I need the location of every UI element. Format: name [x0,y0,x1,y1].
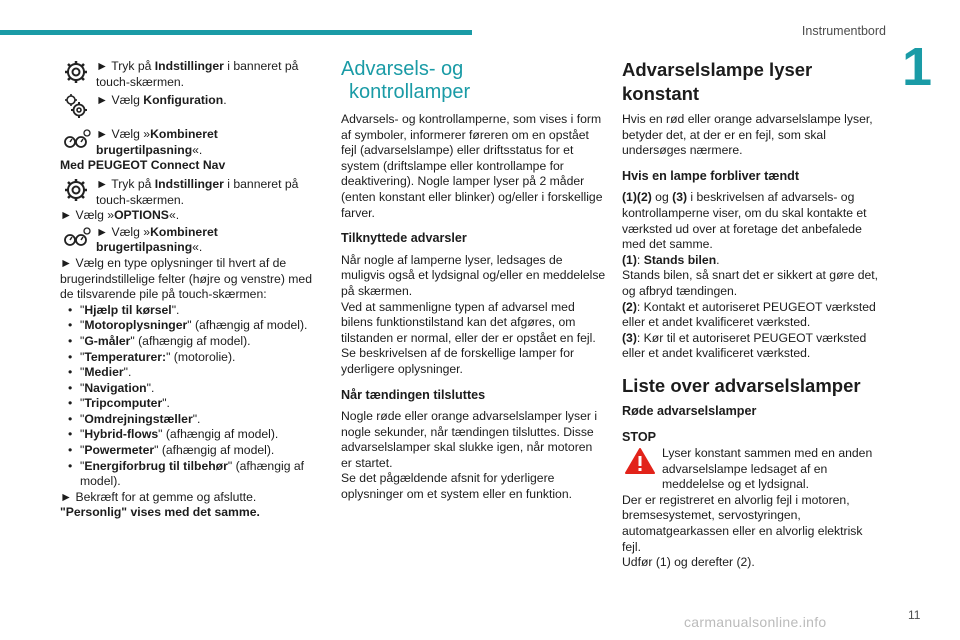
paragraph: (1): Stands bilen. [622,252,720,267]
step-options: ► Vælg »OPTIONS«. [60,208,180,223]
page-header-title: Instrumentbord [801,24,886,38]
list-item: • "Powermeter" (afhængig af model). [66,443,320,459]
paragraph: (3): Kør til et autoriseret PEUGEOT værksted eller et andet kvalificeret værksted. [622,330,867,361]
paragraph: Se det pågældende afsnit for yderligere oplysninger om et system eller en funktion. [341,471,572,502]
combined-dials-icon [60,126,92,154]
header-accent-bar [0,30,472,35]
step-select-info-type: ► Vælg en type oplysninger til hvert af de brugerindstillelige felter (højre og venstre) med de tilsvarende pile på touch-skærmen: [60,255,312,302]
section-heading-lamp-list: Liste over advarselslamper [622,374,861,396]
subheading-lamp-stays-on: Hvis en lampe forbliver tændt [622,168,800,183]
list-item: • "Hjælp til kørsel". [66,303,320,319]
info-type-list [60,303,320,490]
configuration-gears-icon [60,92,92,120]
step-configuration: ► Vælg Konfiguration. [60,92,320,120]
combined-dials-icon [60,224,92,252]
paragraph: Der er registreret en alvorlig fejl i motoren, bremsesystemet, servostyringen, automatgearkassen eller en alvorlig elektrisk fejl. [622,492,863,554]
personal-shown-note: "Personlig" vises med det samme. [60,505,260,520]
list-item: • "Navigation". [66,381,320,397]
watermark-text: carmanualsonline.info [684,614,827,630]
list-item: • "G-måler" (afhængig af model). [66,334,320,350]
step-settings-2: ► Tryk på Indstillinger i banneret på touch-skærmen. [60,176,320,208]
intro-paragraph: Advarsels- og kontrollamperne, som vises i form af symboler, informerer føreren om en opstået fejl (advarselslampe) eller driftsstatus for et system (driftslampe eller kontrollampe for deaktivering). Nogle lamper lyser på 2 måder (enten konstant eller blinker) og/eller i forskellige farver. [341,112,603,220]
settings-gear-icon [60,176,92,204]
stop-label: STOP [622,429,657,444]
warning-triangle-icon [622,445,658,477]
paragraph: Når nogle af lamperne lyser, ledsages de muligvis også et lydsignal og/eller en meddelelse på skærmen. [341,252,606,298]
stop-lamp-entry: Lyser konstant sammen med en anden advarselslampe ledsaget af en meddelelse og et lydsignal. [622,445,884,493]
step-combined-1: ► Vælg »Kombineret brugertilpasning«. [60,126,320,158]
step-combined-2: ► Vælg »Kombineret brugertilpasning«. [60,224,320,256]
list-item: • "Tripcomputer". [66,396,320,412]
list-item: • "Omdrejningstæller". [66,412,320,428]
list-item: • "Medier". [66,365,320,381]
section-heading-lamp-constant: Advarselslampe lyser konstant [622,59,813,104]
step-settings-1: ► Tryk på Indstillinger i banneret på touch-skærmen. [60,58,320,90]
subheading-associated-warnings: Tilknyttede advarsler [341,231,467,246]
paragraph: Ved at sammenligne typen af advarsel med bilens funktionstilstand kan det afgøres, om tilstanden er normal, eller der er opstået en fejl. Se beskrivelsen af de forskellige lamper for yderligere oplysninger. [341,299,596,376]
paragraph: (2): Kontakt et autoriseret PEUGEOT værksted eller et andet kvalificeret værksted. [622,299,876,330]
list-item: • "Motoroplysninger" (afhængig af model). [66,318,320,334]
column-warning-lamp-on [622,58,884,571]
section-heading-warning-lamps: Advarsels- og kontrollamper [341,58,471,103]
paragraph: Stands bilen, så snart det er sikkert at gøre det, og afbryd tændingen. [622,268,879,298]
column-settings-steps [60,58,320,521]
paragraph: Nogle røde eller orange advarselslamper lyser i nogle sekunder, når tændingen tilsluttes. Disse advarselslamper skal slukke igen, når motoren er startet. [341,409,598,470]
paragraph: Udfør (1) og derefter (2). [622,555,755,570]
list-item: • "Energiforbrug til tilbehør" (afhængig af model). [66,459,320,490]
subheading-ignition-on: Når tændingen tilsluttes [341,387,486,402]
page-number: 11 [908,608,921,622]
chapter-number: 1 [902,37,933,97]
connect-nav-heading: Med PEUGEOT Connect Nav [60,158,226,173]
paragraph: Hvis en rød eller orange advarselslampe lyser, betyder det, at der er en fejl, som skal undersøges nærmere. [622,112,873,158]
subheading-red-lamps: Røde advarselslamper [622,403,757,418]
list-item: • "Temperaturer:" (motorolie). [66,350,320,366]
list-item: • "Hybrid-flows" (afhængig af model). [66,427,320,443]
settings-gear-icon [60,58,92,86]
column-warning-lamps-intro [341,58,606,503]
step-confirm: ► Bekræft for at gemme og afslutte. [60,489,257,504]
paragraph: (1)(2) og (3) i beskrivelsen af advarsels- og kontrollamperne viser, om du skal kontakte et værksted ud over at foretage det anbefalede med det samme. [622,190,867,252]
